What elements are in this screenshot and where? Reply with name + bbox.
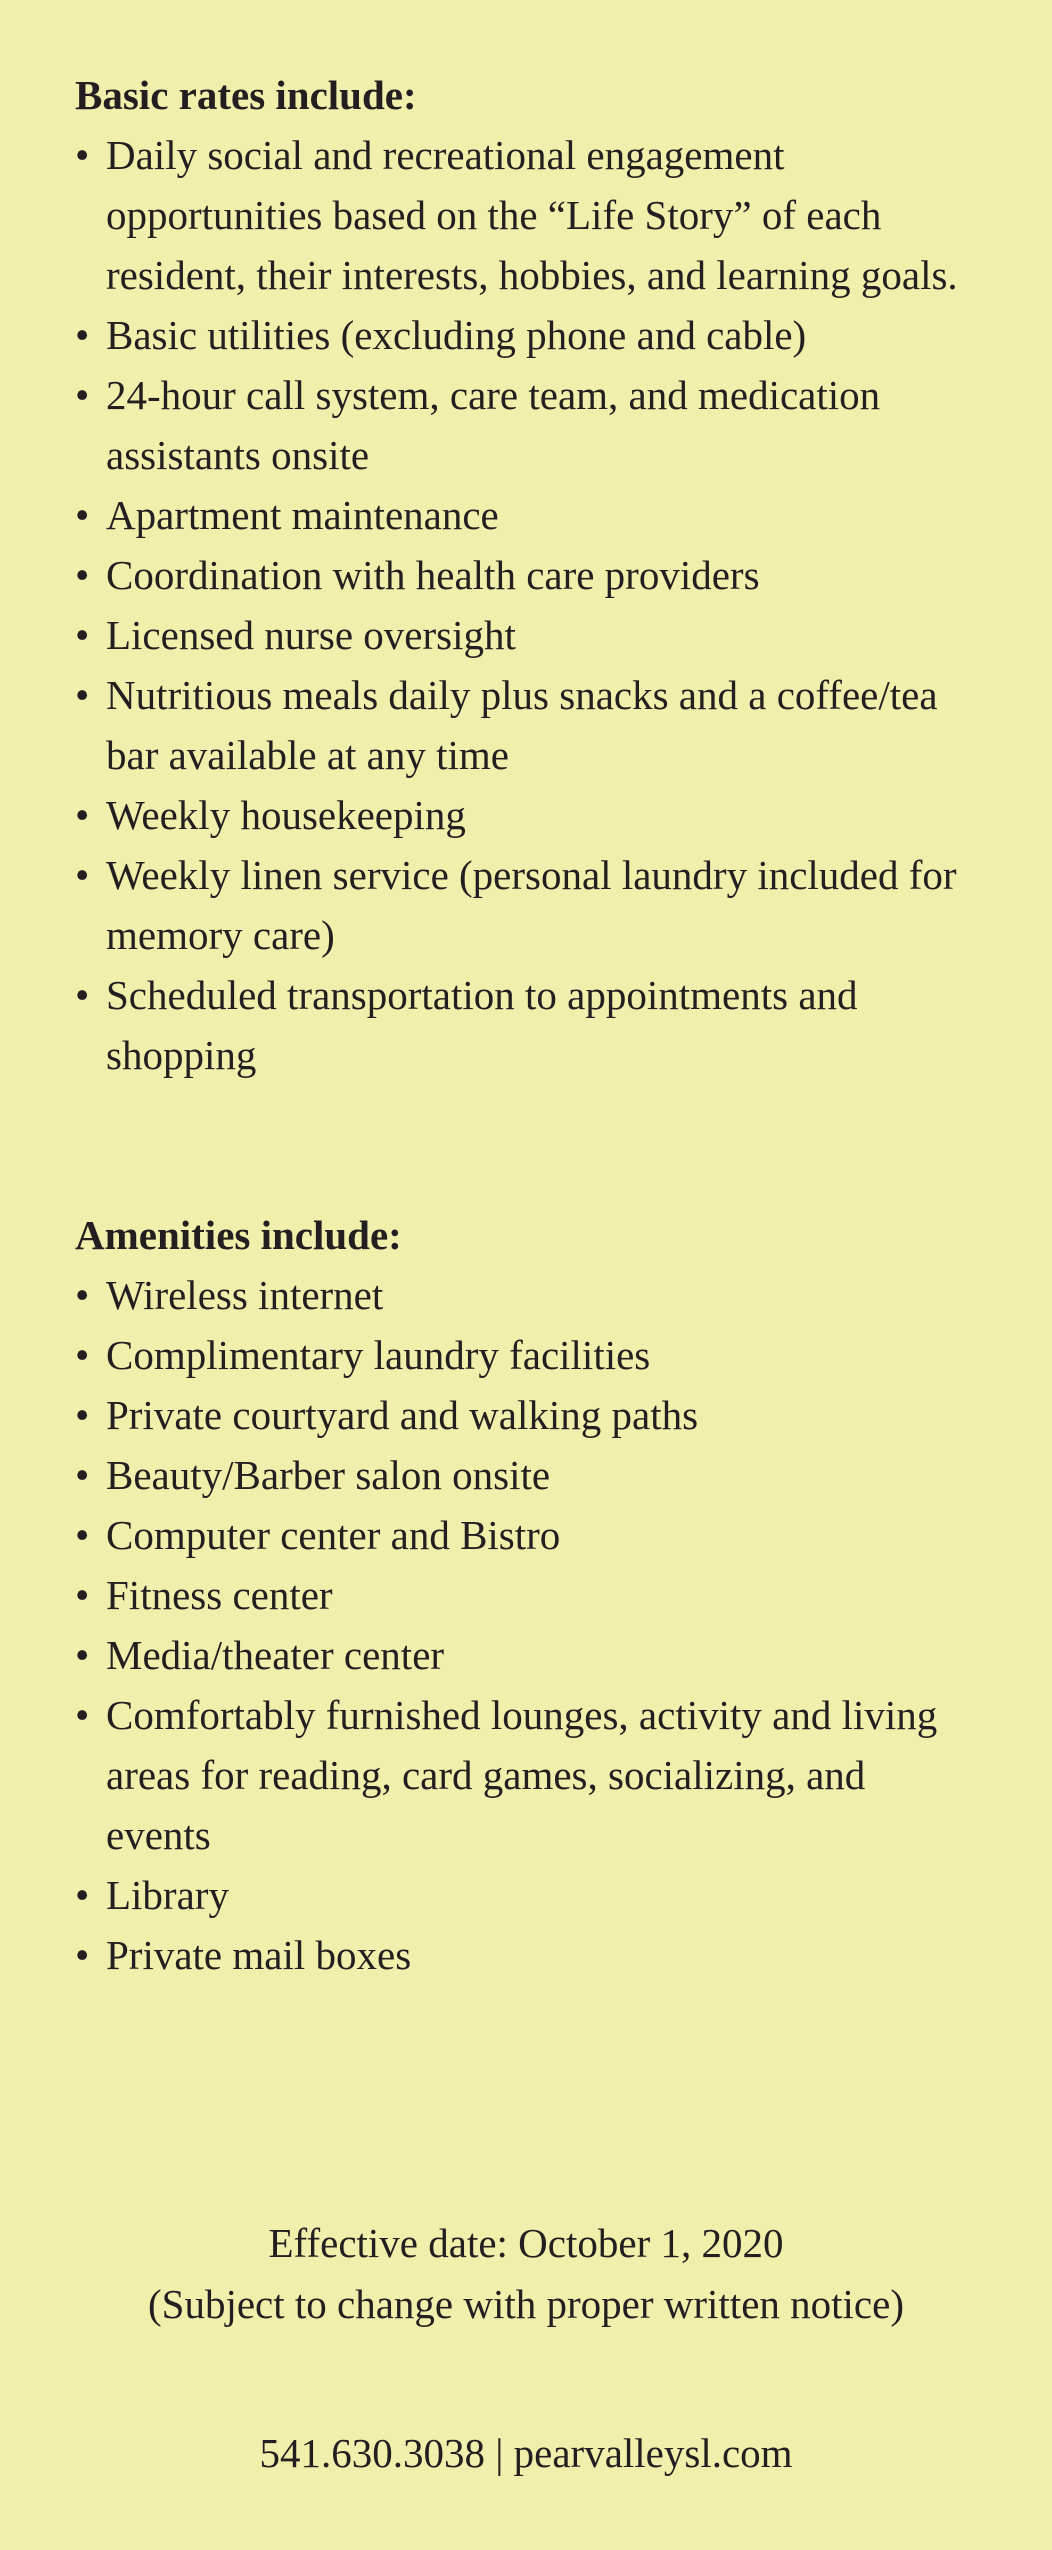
contact-info: 541.630.3038 | pearvalleysl.com xyxy=(259,2430,793,2476)
list-item xyxy=(75,1505,975,1565)
bullet-icon: • xyxy=(75,552,90,598)
bullet-icon: • xyxy=(75,1932,90,1978)
list-item-text: Scheduled transportation to appointments and shopping xyxy=(106,972,858,1078)
list-item-text: Daily social and recreational engagement opportunities based on the “Life Story” of each resident, their interests, hobbies, and learning goals. xyxy=(106,132,958,298)
bullet-icon: • xyxy=(75,1512,90,1558)
change-notice: (Subject to change with proper written notice) xyxy=(148,2281,904,2327)
list-item-text: Media/theater center xyxy=(106,1632,445,1678)
bullet-icon: • xyxy=(75,612,90,658)
list-item xyxy=(75,545,975,605)
list-item-text: Licensed nurse oversight xyxy=(106,612,516,658)
basic-rates-list xyxy=(75,125,975,1085)
bullet-icon: • xyxy=(75,1452,90,1498)
list-item-text: Fitness center xyxy=(106,1572,333,1618)
bullet-icon: • xyxy=(75,852,90,898)
list-item xyxy=(75,1445,975,1505)
list-item xyxy=(75,665,975,785)
list-item-text: Private mail boxes xyxy=(106,1932,412,1978)
bullet-icon: • xyxy=(75,792,90,838)
list-item xyxy=(75,785,975,845)
list-item-text: Library xyxy=(106,1872,229,1918)
list-item xyxy=(75,1325,975,1385)
bullet-icon: • xyxy=(75,312,90,358)
list-item-text: Complimentary laundry facilities xyxy=(106,1332,651,1378)
bullet-icon: • xyxy=(75,132,90,178)
bullet-icon: • xyxy=(75,492,90,538)
bullet-icon: • xyxy=(75,372,90,418)
bullet-icon: • xyxy=(75,1872,90,1918)
list-item xyxy=(75,1385,975,1445)
effective-date: Effective date: October 1, 2020 xyxy=(268,2220,784,2266)
list-item-text: Beauty/Barber salon onsite xyxy=(106,1452,551,1498)
list-item-text: Weekly housekeeping xyxy=(106,792,466,838)
list-item-text: Private courtyard and walking paths xyxy=(106,1392,699,1438)
list-item xyxy=(75,845,975,965)
list-item xyxy=(75,365,975,485)
amenities-list xyxy=(75,1265,975,1985)
bullet-icon: • xyxy=(75,1392,90,1438)
list-item-text: 24-hour call system, care team, and medication assistants onsite xyxy=(106,372,881,478)
amenities-section xyxy=(75,1205,975,1985)
list-item-text: Computer center and Bistro xyxy=(106,1512,561,1558)
list-item xyxy=(75,965,975,1085)
bullet-icon: • xyxy=(75,1692,90,1738)
list-item xyxy=(75,1625,975,1685)
bullet-icon: • xyxy=(75,672,90,718)
list-item xyxy=(75,1925,975,1985)
bullet-icon: • xyxy=(75,972,90,1018)
list-item xyxy=(75,1685,975,1865)
list-item xyxy=(75,485,975,545)
basic-rates-heading: Basic rates include: xyxy=(75,72,417,118)
list-item-text: Weekly linen service (personal laundry included for memory care) xyxy=(106,852,957,958)
list-item-text: Comfortably furnished lounges, activity and living areas for reading, card games, socializing, and events xyxy=(106,1692,938,1858)
list-item-text: Wireless internet xyxy=(106,1272,384,1318)
basic-rates-section xyxy=(75,65,975,1085)
list-item-text: Nutritious meals daily plus snacks and a coffee/tea bar available at any time xyxy=(106,672,938,778)
list-item xyxy=(75,125,975,305)
bullet-icon: • xyxy=(75,1332,90,1378)
list-item-text: Apartment maintenance xyxy=(106,492,499,538)
list-item xyxy=(75,1265,975,1325)
list-item-text: Coordination with health care providers xyxy=(106,552,760,598)
amenities-heading: Amenities include: xyxy=(75,1212,402,1258)
list-item-text: Basic utilities (excluding phone and cable) xyxy=(106,312,807,358)
bullet-icon: • xyxy=(75,1572,90,1618)
bullet-icon: • xyxy=(75,1632,90,1678)
bullet-icon: • xyxy=(75,1272,90,1318)
list-item xyxy=(75,305,975,365)
list-item xyxy=(75,1565,975,1625)
list-item xyxy=(75,605,975,665)
list-item xyxy=(75,1865,975,1925)
